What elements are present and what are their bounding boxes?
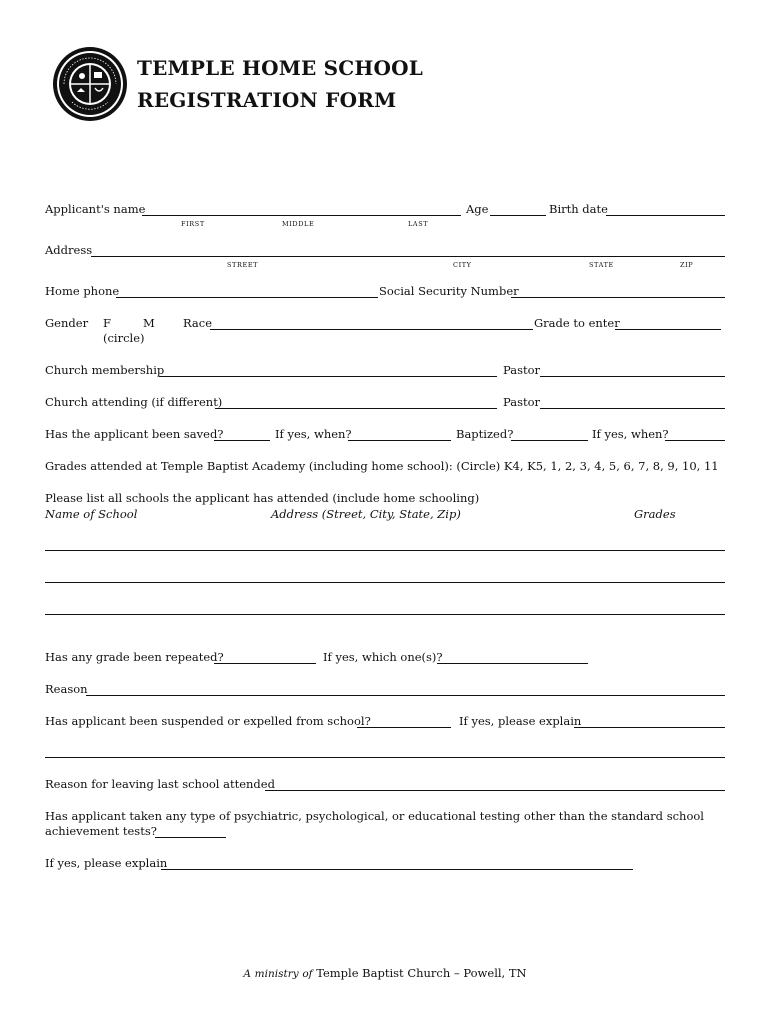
addr-state-sublabel: STATE <box>589 261 614 269</box>
col-grades: Grades <box>634 507 676 521</box>
name-last-sublabel: LAST <box>408 220 429 228</box>
suspended-explain-field[interactable] <box>574 727 725 728</box>
title-line-2: REGISTRATION FORM <box>137 88 397 112</box>
grade-to-enter-field[interactable] <box>615 329 721 330</box>
address-label: Address <box>45 243 93 257</box>
reason-leaving-field[interactable] <box>265 790 725 791</box>
col-address: Address (Street, City, State, Zip) <box>271 507 461 521</box>
church-membership-field[interactable] <box>159 376 497 377</box>
grade-to-enter-label: Grade to enter <box>534 316 620 330</box>
footer-location: Powell, TN <box>463 966 527 980</box>
gender-f-option[interactable]: F <box>103 316 111 330</box>
suspended-label: Has applicant been suspended or expelled from school? <box>45 714 371 728</box>
pastor-field-2[interactable] <box>540 408 725 409</box>
gender-m-option[interactable]: M <box>143 316 155 330</box>
suspended-explain-label: If yes, please explain <box>459 714 582 728</box>
col-name-of-school: Name of School <box>45 507 138 521</box>
home-phone-field[interactable] <box>116 297 378 298</box>
footer-of: of <box>302 968 313 980</box>
church-attending-label: Church attending (if different) <box>45 395 223 409</box>
reason-leaving-label: Reason for leaving last school attended <box>45 777 275 791</box>
birth-date-label: Birth date <box>549 202 608 216</box>
reason-field[interactable] <box>86 695 725 696</box>
circle-note: (circle) <box>103 331 145 345</box>
suspended-explain-line-2[interactable] <box>45 757 725 758</box>
reason-label: Reason <box>45 682 88 696</box>
testing-field[interactable] <box>155 837 226 838</box>
applicant-name-field[interactable] <box>142 215 461 216</box>
testing-explain-label: If yes, please explain <box>45 856 168 870</box>
saved-label: Has the applicant been saved? <box>45 427 224 441</box>
addr-city-sublabel: CITY <box>453 261 472 269</box>
name-middle-sublabel: MIDDLE <box>282 220 315 228</box>
testing-explain-field[interactable] <box>161 869 633 870</box>
footer-prefix: A <box>243 968 251 980</box>
footer-ministry: ministry <box>254 968 299 980</box>
footer-church: Temple Baptist Church <box>316 966 451 980</box>
race-field[interactable] <box>210 329 533 330</box>
baptized-when-label: If yes, when? <box>592 427 669 441</box>
birth-date-field[interactable] <box>606 215 725 216</box>
grade-repeated-label: Has any grade been repeated? <box>45 650 224 664</box>
title-line-1: TEMPLE HOME SCHOOL <box>137 56 424 80</box>
saved-field[interactable] <box>214 440 270 441</box>
grades-attended-text[interactable]: Grades attended at Temple Baptist Academy (including home school): (Circle) K4, K5, 1, 2, 3, 4, 5, 6, 7, 8, 9, 10, 11 <box>45 459 719 473</box>
pastor-field-1[interactable] <box>540 376 725 377</box>
baptized-label: Baptized? <box>456 427 514 441</box>
academy-seal-logo <box>52 46 128 122</box>
addr-zip-sublabel: ZIP <box>680 261 694 269</box>
school-entry-line-3[interactable] <box>45 614 725 615</box>
addr-street-sublabel: STREET <box>227 261 259 269</box>
school-entry-line-1[interactable] <box>45 550 725 551</box>
name-first-sublabel: FIRST <box>181 220 205 228</box>
pastor-label-1: Pastor <box>503 363 541 377</box>
school-entry-line-2[interactable] <box>45 582 725 583</box>
pastor-label-2: Pastor <box>503 395 541 409</box>
ssn-label: Social Security Number <box>379 284 519 298</box>
form-title <box>137 52 423 116</box>
saved-when-label: If yes, when? <box>275 427 352 441</box>
which-grades-field[interactable] <box>437 663 588 664</box>
church-attending-field[interactable] <box>215 408 497 409</box>
baptized-when-field[interactable] <box>665 440 725 441</box>
gender-label: Gender <box>45 316 89 330</box>
which-grades-label: If yes, which one(s)? <box>323 650 443 664</box>
church-membership-label: Church membership <box>45 363 165 377</box>
schools-list-instructions: Please list all schools the applicant has attended (include home schooling) <box>45 491 480 505</box>
age-label: Age <box>466 202 489 216</box>
footer-dash: – <box>453 966 460 980</box>
home-phone-label: Home phone <box>45 284 120 298</box>
suspended-field[interactable] <box>357 727 451 728</box>
testing-question-line-2: achievement tests? <box>45 824 157 838</box>
age-field[interactable] <box>490 215 546 216</box>
applicant-name-label: Applicant's name <box>45 202 146 216</box>
baptized-field[interactable] <box>511 440 588 441</box>
race-label: Race <box>183 316 213 330</box>
ssn-field[interactable] <box>511 297 725 298</box>
footer <box>0 966 770 980</box>
address-field[interactable] <box>91 256 725 257</box>
saved-when-field[interactable] <box>348 440 451 441</box>
testing-question-line-1: Has applicant taken any type of psychiatric, psychological, or educational testing other than the standard school <box>45 809 704 823</box>
grade-repeated-field[interactable] <box>214 663 316 664</box>
